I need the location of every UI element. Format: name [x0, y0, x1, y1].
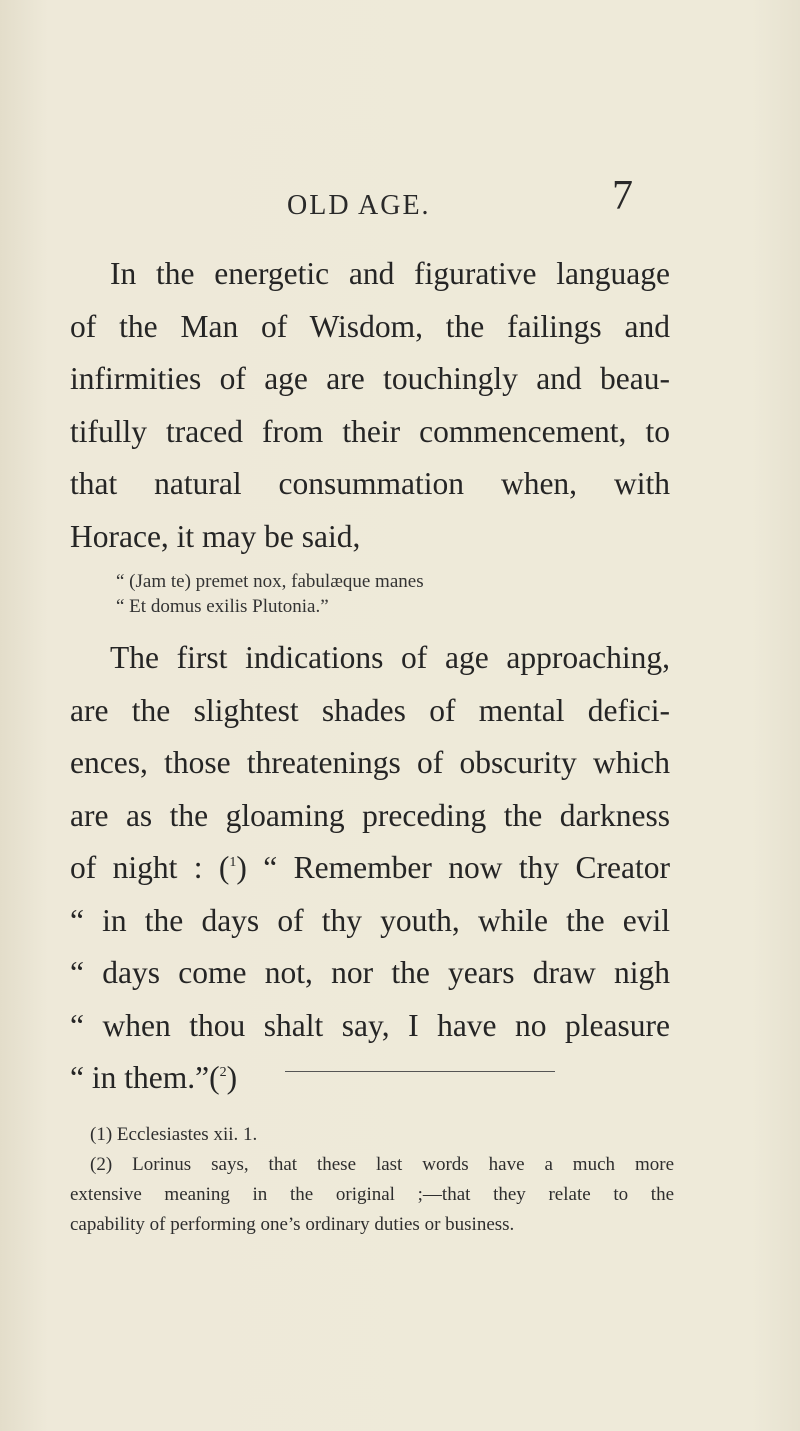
running-title: OLD AGE. — [287, 190, 431, 221]
line-text: “ in them.”( — [70, 1060, 220, 1095]
paragraph-line: are the slightest shades of mental defici- — [70, 692, 670, 728]
line-text: ) — [226, 1060, 238, 1095]
footnote-2-line: capability of performing one’s ordinary duties or business. — [70, 1214, 515, 1235]
paragraph-1 — [70, 248, 670, 563]
quotation-line: “ Et domus exilis Plutonia.” — [116, 596, 329, 617]
paragraph-2 — [70, 632, 670, 1105]
paragraph-line: Horace, it may be said, — [70, 518, 361, 554]
quotation-line: “ (Jam te) premet nox, fabulæque manes — [116, 571, 424, 592]
footnote-2-line: (2) Lorinus says, that these last words have a much more — [90, 1154, 674, 1175]
paragraph-line: ences, those threatenings of obscurity which — [70, 745, 670, 780]
paragraph-line: are as the gloaming preceding the darkness — [70, 797, 670, 833]
paragraph-line: “ in the days of thy youth, while the evil — [70, 902, 670, 938]
footnote-divider — [285, 1071, 555, 1072]
paragraph-line: infirmities of age are touchingly and beau- — [70, 361, 670, 396]
paragraph-line: of the Man of Wisdom, the failings and — [70, 308, 670, 344]
paragraph-line: “ days come not, nor the years draw nigh — [70, 955, 670, 990]
paragraph-line: that natural consummation when, with — [70, 466, 670, 501]
paragraph-line — [70, 842, 670, 895]
footnote-ref: 1 — [229, 855, 237, 870]
page-number: 7 — [612, 173, 633, 219]
paragraph-line: In the energetic and figurative language — [110, 256, 670, 291]
line-text: of night : ( — [70, 850, 230, 885]
footnote-ref: 2 — [219, 1065, 227, 1080]
footnote-1: (1) Ecclesiastes xii. 1. — [90, 1124, 258, 1145]
paragraph-line: The first indications of age approaching, — [110, 640, 670, 675]
page-header — [0, 172, 800, 222]
footnote-2-line: extensive meaning in the original ;—that they relate to the — [70, 1184, 674, 1205]
line-text: ) “ Remember now thy Creator — [236, 850, 670, 885]
paragraph-line — [70, 1052, 670, 1105]
footnotes — [70, 1120, 674, 1240]
paragraph-line: “ when thou shalt say, I have no pleasure — [70, 1007, 670, 1043]
latin-quotation — [116, 569, 676, 619]
paragraph-line: tifully traced from their commencement, to — [70, 413, 670, 449]
